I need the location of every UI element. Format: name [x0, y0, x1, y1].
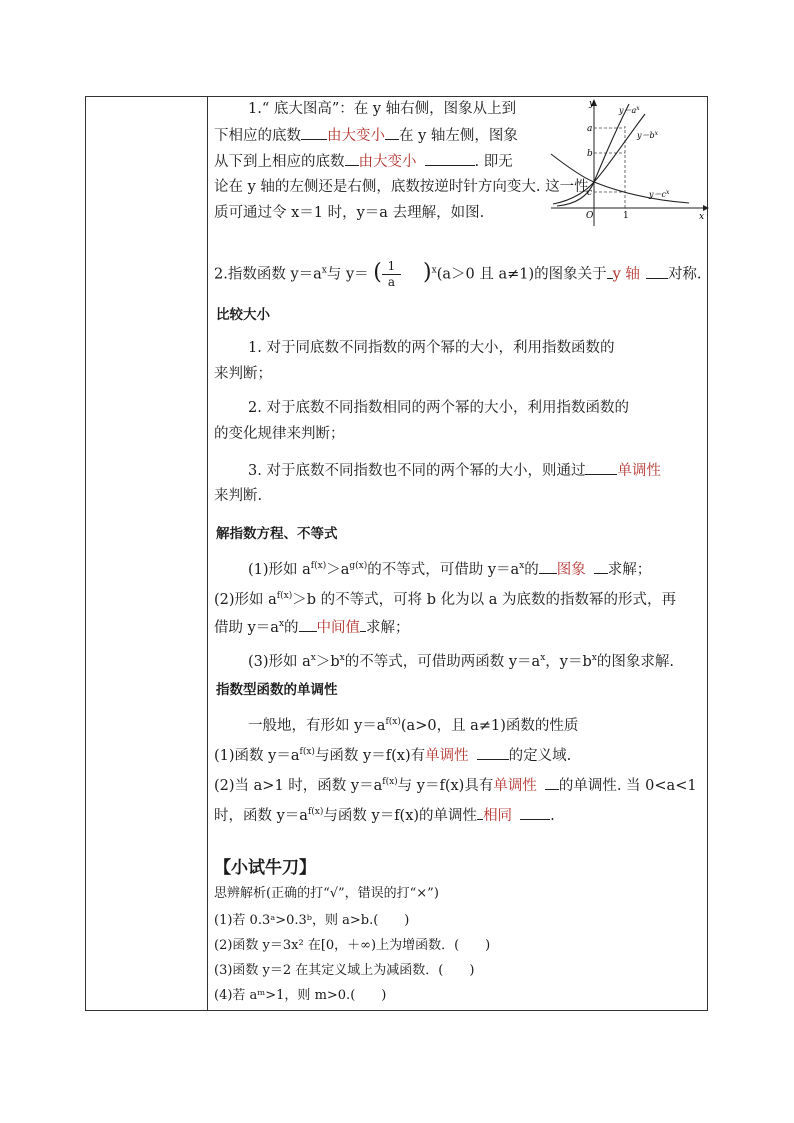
- top-line-5: 质可通过令 x＝1 时，y＝a 去理解，如图.: [214, 205, 485, 221]
- label-curve-a: $y=a^x$: [619, 105, 640, 115]
- monotonic-q1: (1)函数 $y=a^{f(x)}$与函数 y＝f(x)有单调性 的定义域.: [214, 742, 571, 766]
- compare-item-3b: 来判断.: [214, 488, 263, 504]
- label-a: a: [587, 124, 593, 134]
- practice-item-2: (2)函数 y＝3x² 在[0，＋∞)上为增函数．( ): [214, 938, 491, 953]
- answer-1: 由大变小: [327, 128, 385, 144]
- label-b: b: [587, 149, 593, 159]
- equations-p1: (1)形如 $a^{f(x)}>a^{g(x)}$的不等式，可借助 $y=a^x$的 图象 求解；: [248, 556, 651, 580]
- practice-intro: 思辨解析(正确的打“√”，错误的打“×”): [214, 886, 439, 901]
- top-line-2: 下相应的底数 由大变小 在 y 轴左侧，图象: [214, 125, 518, 146]
- compare-item-1: 1. 对于同底数不同指数的两个幂的大小，利用指数函数的: [248, 340, 615, 356]
- label-one: 1: [623, 211, 629, 221]
- label-x: x: [699, 212, 705, 222]
- top-line-6: 2.指数函数 $y=a^x$与 y＝ ( $\frac{1}{a}$ )$^x$(a＞0 且 a≠1)的图象关于 y 轴 对称.: [214, 259, 702, 289]
- fraction-numerator: 1: [387, 259, 396, 273]
- heading-compare: 比较大小: [216, 307, 270, 323]
- practice-title: 【小试牛刀】: [214, 858, 316, 878]
- top-line-1: 1.“ 底大图高”：在 y 轴右侧，图象从上到: [248, 101, 517, 117]
- compare-item-2b: 的变化规律来判断；: [214, 426, 345, 442]
- label-curve-c: $y=c^x$: [649, 189, 670, 199]
- equations-p2: (2)形如 $a^{f(x)}>b$ 的不等式，可将 b 化为以 a 为底数的指数幂的形式，再: [214, 591, 676, 608]
- answer-4: 单调性: [617, 463, 661, 479]
- equations-p3: (3)形如 $a^x>b^x$的不等式，可借助两函数 $y=a^x$，$y=b^x$的图象求解.: [248, 653, 674, 670]
- answer-9: 相同: [483, 807, 513, 824]
- practice-item-3: (3)函数 y＝2 在其定义域上为减函数．( ): [214, 963, 475, 978]
- fraction-denominator: a: [382, 274, 401, 290]
- answer-5: 图象: [556, 561, 586, 578]
- top-line-4: 论在 y 轴的左侧还是右侧，底数按逆时针方向变大. 这一性: [214, 179, 589, 195]
- answer-3: y 轴: [612, 266, 640, 283]
- label-curve-b: $y=b^x$: [637, 130, 659, 140]
- table-frame: [85, 96, 708, 1011]
- label-origin: O: [586, 211, 594, 221]
- compare-item-1b: 来判断；: [214, 366, 272, 382]
- practice-item-4: (4)若 aᵐ>1，则 m>0.( ): [214, 988, 387, 1003]
- answer-2: 由大变小: [358, 154, 417, 170]
- curve-b: [553, 114, 645, 204]
- label-c: c: [587, 188, 593, 198]
- practice-item-1: (1)若 0.3ᵃ>0.3ᵇ，则 a>b.( ): [214, 913, 410, 928]
- heading-equations: 解指数方程、不等式: [216, 526, 338, 542]
- heading-monotonic: 指数型函数的单调性: [216, 682, 338, 698]
- label-y: y: [589, 99, 595, 109]
- monotonic-q2: (2)当 a>1 时，函数 $y=a^{f(x)}$与 y＝f(x)具有单调性 的单调性. 当 0<a<1: [214, 772, 697, 796]
- top-line-3: 从下到上相应的底数 由大变小 . 即无: [214, 151, 513, 172]
- compare-item-3: 3. 对于底数不同指数也不同的两个幂的大小，则通过 单调性: [248, 460, 661, 481]
- monotonic-intro: 一般地，有形如 $y=a^{f(x)}(a>0$，且 a≠1)函数的性质: [248, 717, 579, 734]
- x-axis-arrow: [703, 205, 709, 211]
- answer-8: 单调性: [493, 777, 537, 794]
- equations-p2b: 借助 $y=a^x$的 中间值 求解；: [214, 614, 410, 638]
- column-divider: [207, 97, 208, 1010]
- answer-7: 单调性: [425, 747, 469, 764]
- exponential-graph: [549, 96, 709, 231]
- compare-item-2: 2. 对于底数不同指数相同的两个幂的大小，利用指数函数的: [248, 400, 629, 416]
- answer-6: 中间值: [316, 619, 361, 636]
- monotonic-q3: 时，函数 $y=a^{f(x)}$与函数 y＝f(x)的单调性 相同 .: [214, 802, 555, 826]
